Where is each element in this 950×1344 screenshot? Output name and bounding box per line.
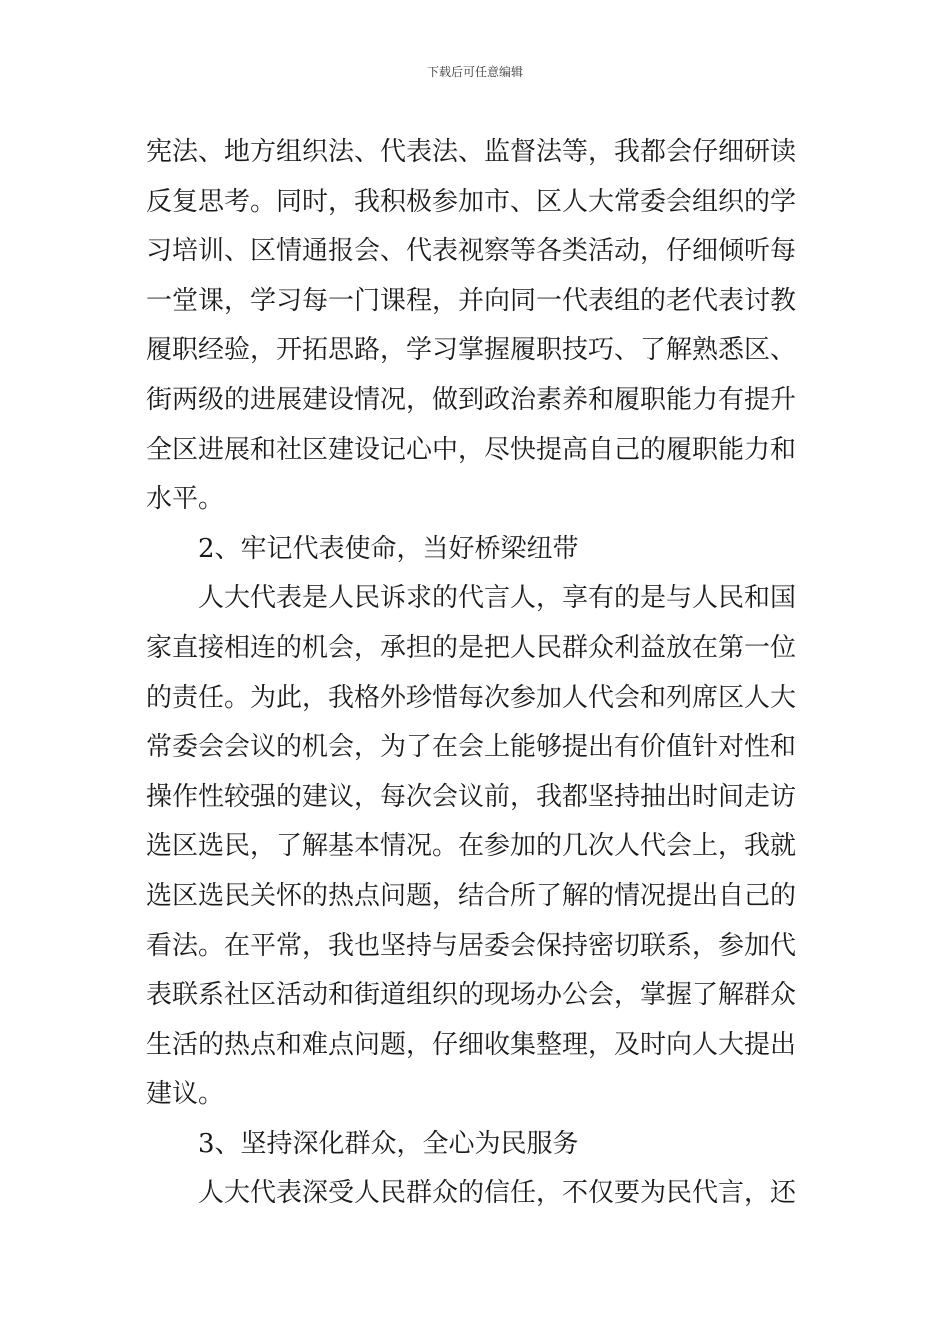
page-header: 下载后可任意编辑: [426, 65, 523, 79]
text-line: 的责任。为此，我格外珍惜每次参加人代会和列席区人大: [146, 682, 797, 713]
text-line: 宪法、地方组织法、代表法、监督法等，我都会仔细研读: [146, 137, 797, 167]
text-line: 选区选民，了解基本情况。在参加的几次人代会上，我就: [146, 831, 797, 862]
text-line: 操作性较强的建议，每次会议前，我都坚持抽出时间走访: [146, 781, 797, 812]
text-line: 表联系社区活动和街道组织的现场办公会，掌握了解群众: [146, 980, 797, 1011]
text-line: 全区进展和社区建设记心中，尽快提高自己的履职能力和: [146, 434, 797, 465]
text-line: 常委会会议的机会，为了在会上能够提出有价值针对性和: [146, 732, 797, 763]
text-line: 人大代表深受人民群众的信任，不仅要为民代言，还: [198, 1178, 797, 1209]
text-line: 水平。: [146, 484, 225, 515]
text-line: 2、牢记代表使命，当好桥梁纽带: [198, 533, 579, 564]
text-line: 看法。在平常，我也坚持与居委会保持密切联系，参加代: [146, 930, 797, 961]
document-body: [146, 128, 816, 1219]
text-line: 人大代表是人民诉求的代言人，享有的是与人民和国: [198, 583, 797, 614]
text-line: 履职经验，开拓思路，学习掌握履职技巧、了解熟悉区、: [146, 335, 797, 366]
text-line: 一堂课，学习每一门课程，并向同一代表组的老代表讨教: [146, 285, 797, 316]
text-line: 建议。: [146, 1079, 225, 1110]
text-line: 3、坚持深化群众，全心为民服务: [198, 1128, 579, 1159]
text-line: 街两级的进展建设情况，做到政治素养和履职能力有提升: [146, 384, 797, 415]
text-line: 生活的热点和难点问题，仔细收集整理，及时向人大提出: [146, 1029, 797, 1060]
text-line: 家直接相连的机会，承担的是把人民群众利益放在第一位: [146, 632, 797, 663]
text-line: 选区选民关怀的热点问题，结合所了解的情况提出自己的: [146, 880, 797, 911]
text-line: 反复思考。同时，我积极参加市、区人大常委会组织的学: [146, 186, 797, 217]
text-line: 习培训、区情通报会、代表视察等各类活动，仔细倾听每: [146, 236, 797, 267]
